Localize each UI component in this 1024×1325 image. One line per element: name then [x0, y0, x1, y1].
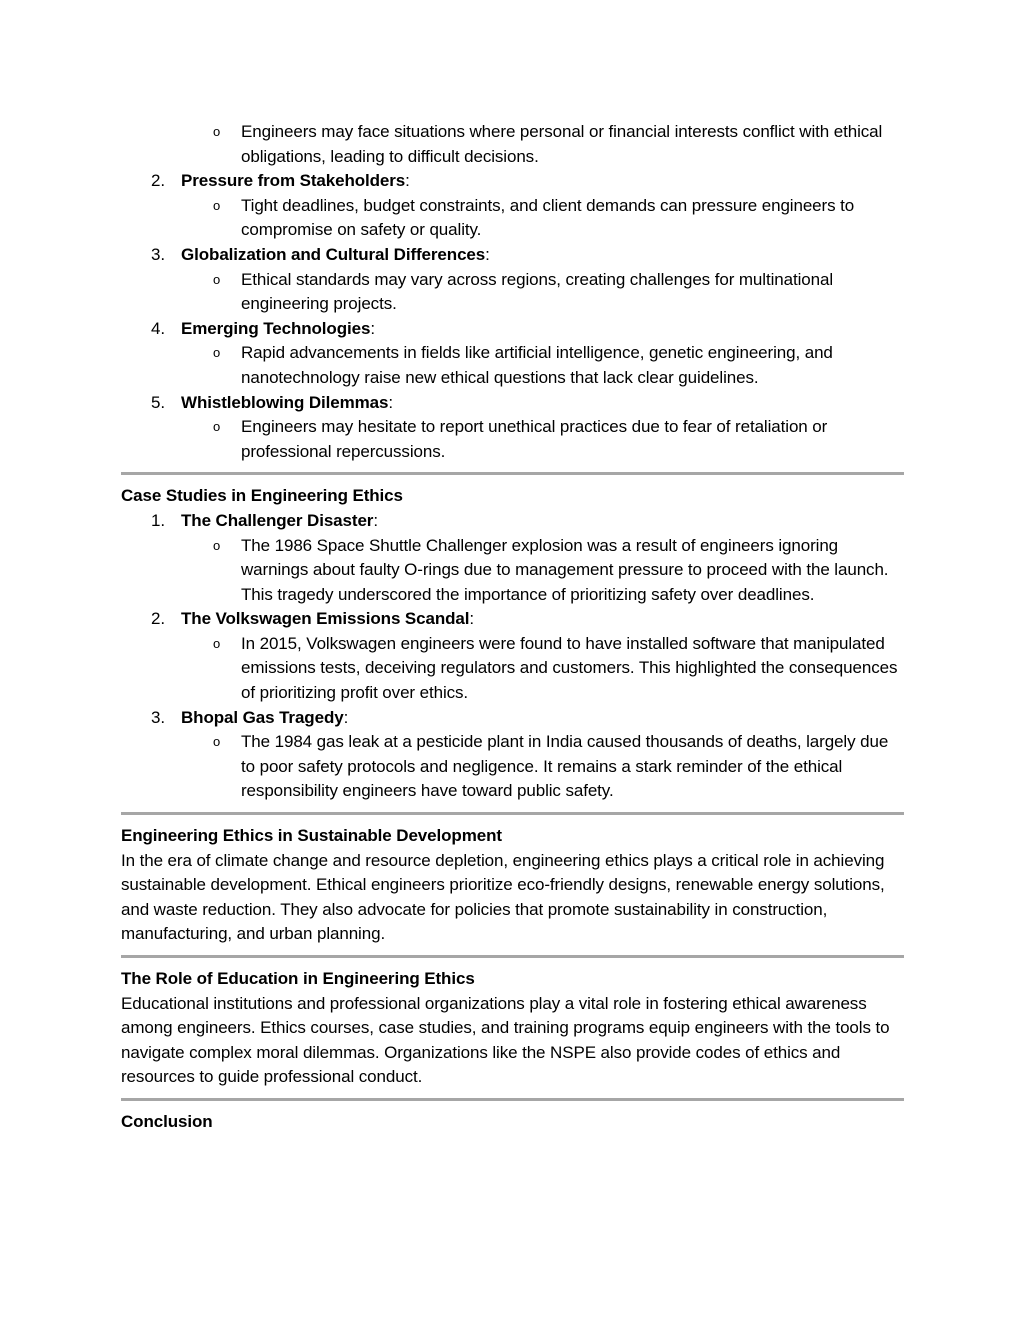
title-colon: :: [405, 171, 410, 191]
bullet-marker: o: [213, 734, 221, 750]
title-colon: :: [485, 244, 490, 264]
bullet-marker: o: [213, 635, 221, 651]
section-divider: [121, 812, 904, 815]
bullet-marker: o: [213, 419, 221, 435]
bullet-text: The 1984 gas leak at a pesticide plant in India caused thousands of deaths, largely due to poor safety protocols and negligence. It remains a stark reminder of the ethical responsibility engineers have toward public safety.: [241, 732, 889, 801]
bullet-marker: o: [213, 345, 221, 361]
title-colon: :: [373, 510, 378, 530]
item-title: Globalization and Cultural Differences: [181, 244, 486, 264]
item-title: Pressure from Stakeholders: [181, 171, 406, 191]
numbered-item: [121, 317, 904, 342]
document-content: [121, 120, 904, 1135]
item-number: 4.: [151, 318, 165, 338]
item-title: Bhopal Gas Tragedy: [181, 707, 344, 727]
sub-bullet-item: [121, 268, 904, 317]
item-number: 3.: [151, 244, 165, 264]
item-title: The Volkswagen Emissions Scandal: [181, 609, 470, 629]
bullet-text: Rapid advancements in fields like artificial intelligence, genetic engineering, and nanotechnology raise new ethical questions that lack clear guidelines.: [241, 343, 833, 387]
item-number: 2.: [151, 171, 165, 191]
bullet-marker: o: [213, 197, 221, 213]
bullet-text: Engineers may face situations where personal or financial interests conflict with ethical obligations, leading to difficult decisions.: [241, 122, 883, 166]
sub-bullet-item: [121, 534, 904, 608]
item-number: 5.: [151, 392, 165, 412]
sub-bullet-item: [121, 341, 904, 390]
item-title: Emerging Technologies: [181, 318, 371, 338]
title-colon: :: [370, 318, 375, 338]
section-heading-conclusion: Conclusion: [121, 1111, 213, 1131]
title-colon: :: [469, 609, 475, 629]
section-heading-sustainability: Engineering Ethics in Sustainable Development: [121, 826, 502, 846]
item-number: 1.: [151, 510, 165, 530]
numbered-item: [121, 243, 904, 268]
title-colon: :: [343, 707, 349, 727]
bullet-marker: o: [213, 537, 221, 553]
bullet-marker: o: [213, 271, 221, 287]
bullet-text: In 2015, Volkswagen engineers were found to have installed software that manipulated emissions tests, deceiving regulators and customers. This highlighted the consequences of prioritizing profit over ethics.: [241, 633, 898, 703]
item-number: 3.: [151, 707, 165, 727]
title-colon: :: [388, 392, 394, 412]
bullet-marker: o: [213, 124, 221, 139]
numbered-item: [121, 607, 904, 632]
bullet-text: Tight deadlines, budget constraints, and client demands can pressure engineers to compromise on safety or quality.: [241, 195, 855, 240]
section-divider: [121, 955, 904, 958]
section-heading-case-studies: Case Studies in Engineering Ethics: [121, 486, 403, 506]
numbered-item: [121, 706, 904, 731]
item-title: Whistleblowing Dilemmas: [181, 392, 389, 412]
numbered-item: [121, 169, 904, 194]
numbered-item: [121, 509, 904, 534]
sub-bullet-item: [121, 415, 904, 464]
section-heading-education: The Role of Education in Engineering Ethics: [121, 969, 475, 988]
bullet-text: Ethical standards may vary across regions, creating challenges for multinational engineering projects.: [241, 269, 834, 314]
numbered-item: [121, 391, 904, 416]
sub-bullet-item: [121, 632, 904, 706]
section-divider: [121, 1098, 904, 1101]
sub-bullet-item: [121, 730, 904, 804]
paragraph-education: Educational institutions and professional organizations play a vital role in fostering ethical awareness among engineers. Ethics courses, case studies, and training programs equip engineers with the tools to navigate complex moral dilemmas. Organizations like the NSPE also provide codes of ethics and resources to guide professional conduct.: [121, 993, 890, 1087]
bullet-text: The 1986 Space Shuttle Challenger explosion was a result of engineers ignoring warnings about faulty O-rings due to management pressure to proceed with the launch. This tragedy underscored the importance of prioritizing safety over deadlines.: [241, 535, 889, 604]
item-number: 2.: [151, 609, 165, 629]
sub-bullet-item: [121, 120, 904, 169]
bullet-text: Engineers may hesitate to report unethical practices due to fear of retaliation or professional repercussions.: [241, 417, 828, 461]
section-divider: [121, 472, 904, 475]
sub-bullet-item: [121, 194, 904, 243]
item-title: The Challenger Disaster: [181, 510, 374, 530]
paragraph-sustainability: In the era of climate change and resource depletion, engineering ethics plays a critical role in achieving sustainable development. Ethical engineers prioritize eco-friendly designs, renewable energy solutions, and waste reduction. They also advocate for policies that promote sustainability in construction, manufacturing, and urban planning.: [121, 850, 885, 944]
